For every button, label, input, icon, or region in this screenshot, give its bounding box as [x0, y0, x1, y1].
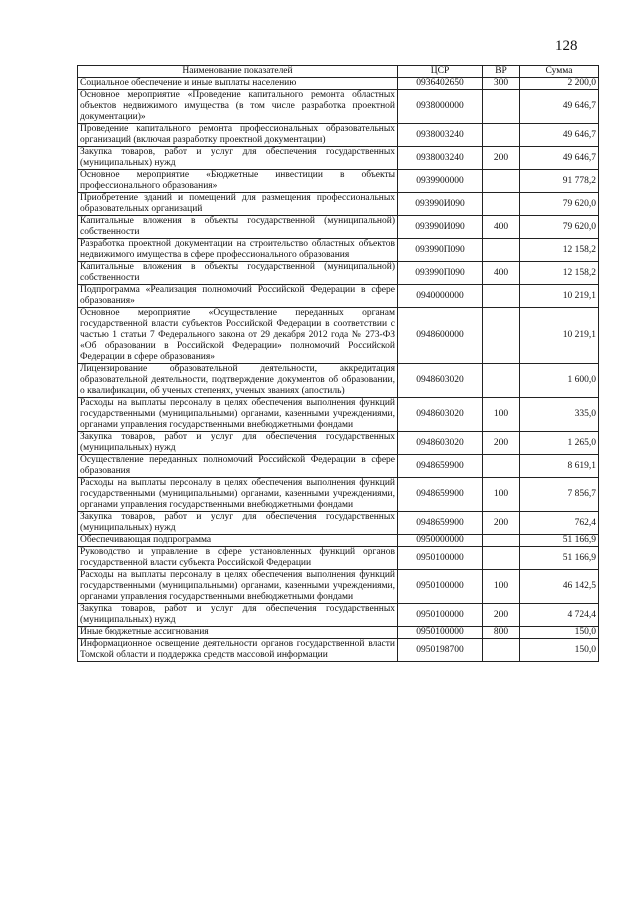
row-vr: [483, 193, 520, 216]
row-csr: 0948603020: [398, 398, 483, 432]
table-row: [78, 604, 599, 627]
table-row: [78, 398, 599, 432]
row-sum: 10 219,1: [520, 308, 599, 364]
row-sum: 49 646,7: [520, 147, 599, 170]
row-csr: 0948659900: [398, 512, 483, 535]
table-row: [78, 147, 599, 170]
row-csr: 093990П090: [398, 239, 483, 262]
row-vr: [483, 535, 520, 547]
row-name: Социальное обеспечение и иные выплаты населению: [78, 78, 398, 90]
row-sum: 150,0: [520, 627, 599, 639]
row-csr: 0950100000: [398, 547, 483, 570]
header-sum: Сумма: [520, 66, 599, 78]
table-row: [78, 193, 599, 216]
table-row: [78, 627, 599, 639]
row-sum: 51 166,9: [520, 535, 599, 547]
row-vr: 300: [483, 78, 520, 90]
row-vr: 200: [483, 432, 520, 455]
row-sum: 91 778,2: [520, 170, 599, 193]
row-name: Закупка товаров, работ и услуг для обеспечения государственных (муниципальных) нужд: [78, 604, 398, 627]
table-row: [78, 455, 599, 478]
row-sum: 12 158,2: [520, 239, 599, 262]
row-sum: 762,4: [520, 512, 599, 535]
row-csr: 0948603020: [398, 432, 483, 455]
table-row: [78, 170, 599, 193]
row-vr: [483, 308, 520, 364]
row-name: Закупка товаров, работ и услуг для обеспечения государственных (муниципальных) нужд: [78, 432, 398, 455]
row-vr: 100: [483, 398, 520, 432]
row-csr: 0948659900: [398, 455, 483, 478]
row-name: Обеспечивающая подпрограмма: [78, 535, 398, 547]
row-csr: 0938000000: [398, 90, 483, 124]
row-sum: 10 219,1: [520, 285, 599, 308]
row-csr: 0950198700: [398, 639, 483, 662]
table-header-row: [78, 66, 599, 78]
row-csr: 0950000000: [398, 535, 483, 547]
row-sum: 49 646,7: [520, 90, 599, 124]
row-name: Основное мероприятие «Осуществление переданных органам государственной власти субъектов Российской Федерации в соответствии с частью 1 статьи 7 Федерального закона от 29 декабря 2012 года № 273-ФЗ «Об образовании в Российской Федерации» полномочий Российской Федерации в сфере образования»: [78, 308, 398, 364]
table-row: [78, 432, 599, 455]
row-name: Основное мероприятие «Бюджетные инвестиции в объекты профессионального образования»: [78, 170, 398, 193]
row-name: Расходы на выплаты персоналу в целях обеспечения выполнения функций государственными (муниципальными) органами, казенными учреждениями, органами управления государственными внебюджетными фондами: [78, 398, 398, 432]
row-vr: [483, 170, 520, 193]
row-sum: 1 600,0: [520, 364, 599, 398]
row-vr: [483, 639, 520, 662]
table-row: [78, 535, 599, 547]
row-sum: 1 265,0: [520, 432, 599, 455]
row-name: Иные бюджетные ассигнования: [78, 627, 398, 639]
row-vr: [483, 90, 520, 124]
table-row: [78, 364, 599, 398]
row-sum: 8 619,1: [520, 455, 599, 478]
table-row: [78, 124, 599, 147]
row-name: Расходы на выплаты персоналу в целях обеспечения выполнения функций государственными (муниципальными) органами, казенными учреждениями, органами управления государственными внебюджетными фондами: [78, 478, 398, 512]
row-csr: 0936402650: [398, 78, 483, 90]
table-row: [78, 308, 599, 364]
row-name: Капитальные вложения в объекты государственной (муниципальной) собственности: [78, 216, 398, 239]
table-row: [78, 90, 599, 124]
table-row: [78, 285, 599, 308]
table-row: [78, 239, 599, 262]
row-name: Закупка товаров, работ и услуг для обеспечения государственных (муниципальных) нужд: [78, 147, 398, 170]
row-name: Закупка товаров, работ и услуг для обеспечения государственных (муниципальных) нужд: [78, 512, 398, 535]
row-sum: 150,0: [520, 639, 599, 662]
row-name: Лицензирование образовательной деятельности, аккредитация образовательной деятельности, подтверждение документов об образовании, о квалификации, об ученых степенях, ученых званиях (апостиль): [78, 364, 398, 398]
table-row: [78, 78, 599, 90]
row-sum: 79 620,0: [520, 216, 599, 239]
row-sum: 2 200,0: [520, 78, 599, 90]
row-name: Проведение капитального ремонта профессиональных образовательных организаций (включая разработку проектной документации): [78, 124, 398, 147]
row-sum: 79 620,0: [520, 193, 599, 216]
page-number: 128: [555, 38, 578, 54]
row-sum: 335,0: [520, 398, 599, 432]
row-vr: 100: [483, 478, 520, 512]
row-vr: 100: [483, 570, 520, 604]
table-row: [78, 216, 599, 239]
row-vr: [483, 455, 520, 478]
table-row: [78, 512, 599, 535]
row-vr: [483, 239, 520, 262]
row-name: Осуществление переданных полномочий Российской Федерации в сфере образования: [78, 455, 398, 478]
table-row: [78, 262, 599, 285]
row-name: Руководство и управление в сфере установленных функций органов государственной власти субъекта Российской Федерации: [78, 547, 398, 570]
row-csr: 093990И090: [398, 216, 483, 239]
row-csr: 0950100000: [398, 627, 483, 639]
header-vr: ВР: [483, 66, 520, 78]
row-csr: 093990И090: [398, 193, 483, 216]
table-row: [78, 478, 599, 512]
row-vr: 400: [483, 216, 520, 239]
row-csr: 0950100000: [398, 570, 483, 604]
row-name: Разработка проектной документации на строительство областных объектов недвижимого имущества в сфере профессионального образования: [78, 239, 398, 262]
row-csr: 0938003240: [398, 147, 483, 170]
row-sum: 49 646,7: [520, 124, 599, 147]
row-vr: [483, 285, 520, 308]
row-sum: 7 856,7: [520, 478, 599, 512]
row-vr: 400: [483, 262, 520, 285]
table-row: [78, 570, 599, 604]
row-name: Основное мероприятие «Проведение капитального ремонта областных объектов недвижимого имущества (в том числе разработка проектной документации)»: [78, 90, 398, 124]
row-name: Информационное освещение деятельности органов государственной власти Томской области и поддержка средств массовой информации: [78, 639, 398, 662]
row-vr: 200: [483, 512, 520, 535]
row-csr: 0939900000: [398, 170, 483, 193]
row-vr: 200: [483, 147, 520, 170]
row-sum: 4 724,4: [520, 604, 599, 627]
row-vr: [483, 364, 520, 398]
row-csr: 0940000000: [398, 285, 483, 308]
row-csr: 0948659900: [398, 478, 483, 512]
row-csr: 0938003240: [398, 124, 483, 147]
row-name: Капитальные вложения в объекты государственной (муниципальной) собственности: [78, 262, 398, 285]
row-sum: 51 166,9: [520, 547, 599, 570]
row-csr: 0948603020: [398, 364, 483, 398]
row-vr: [483, 124, 520, 147]
row-sum: 12 158,2: [520, 262, 599, 285]
row-vr: 200: [483, 604, 520, 627]
row-vr: 800: [483, 627, 520, 639]
row-name: Приобретение зданий и помещений для размещения профессиональных образовательных организаций: [78, 193, 398, 216]
header-csr: ЦСР: [398, 66, 483, 78]
row-csr: 093990П090: [398, 262, 483, 285]
row-sum: 46 142,5: [520, 570, 599, 604]
table-row: [78, 547, 599, 570]
header-name: Наименование показателей: [78, 66, 398, 78]
row-name: Подпрограмма «Реализация полномочий Российской Федерации в сфере образования»: [78, 285, 398, 308]
row-csr: 0948600000: [398, 308, 483, 364]
table-body: [78, 78, 599, 662]
row-csr: 0950100000: [398, 604, 483, 627]
table-row: [78, 639, 599, 662]
row-name: Расходы на выплаты персоналу в целях обеспечения выполнения функций государственными (муниципальными) органами, казенными учреждениями, органами управления государственными внебюджетными фондами: [78, 570, 398, 604]
row-vr: [483, 547, 520, 570]
budget-table: [77, 65, 599, 662]
